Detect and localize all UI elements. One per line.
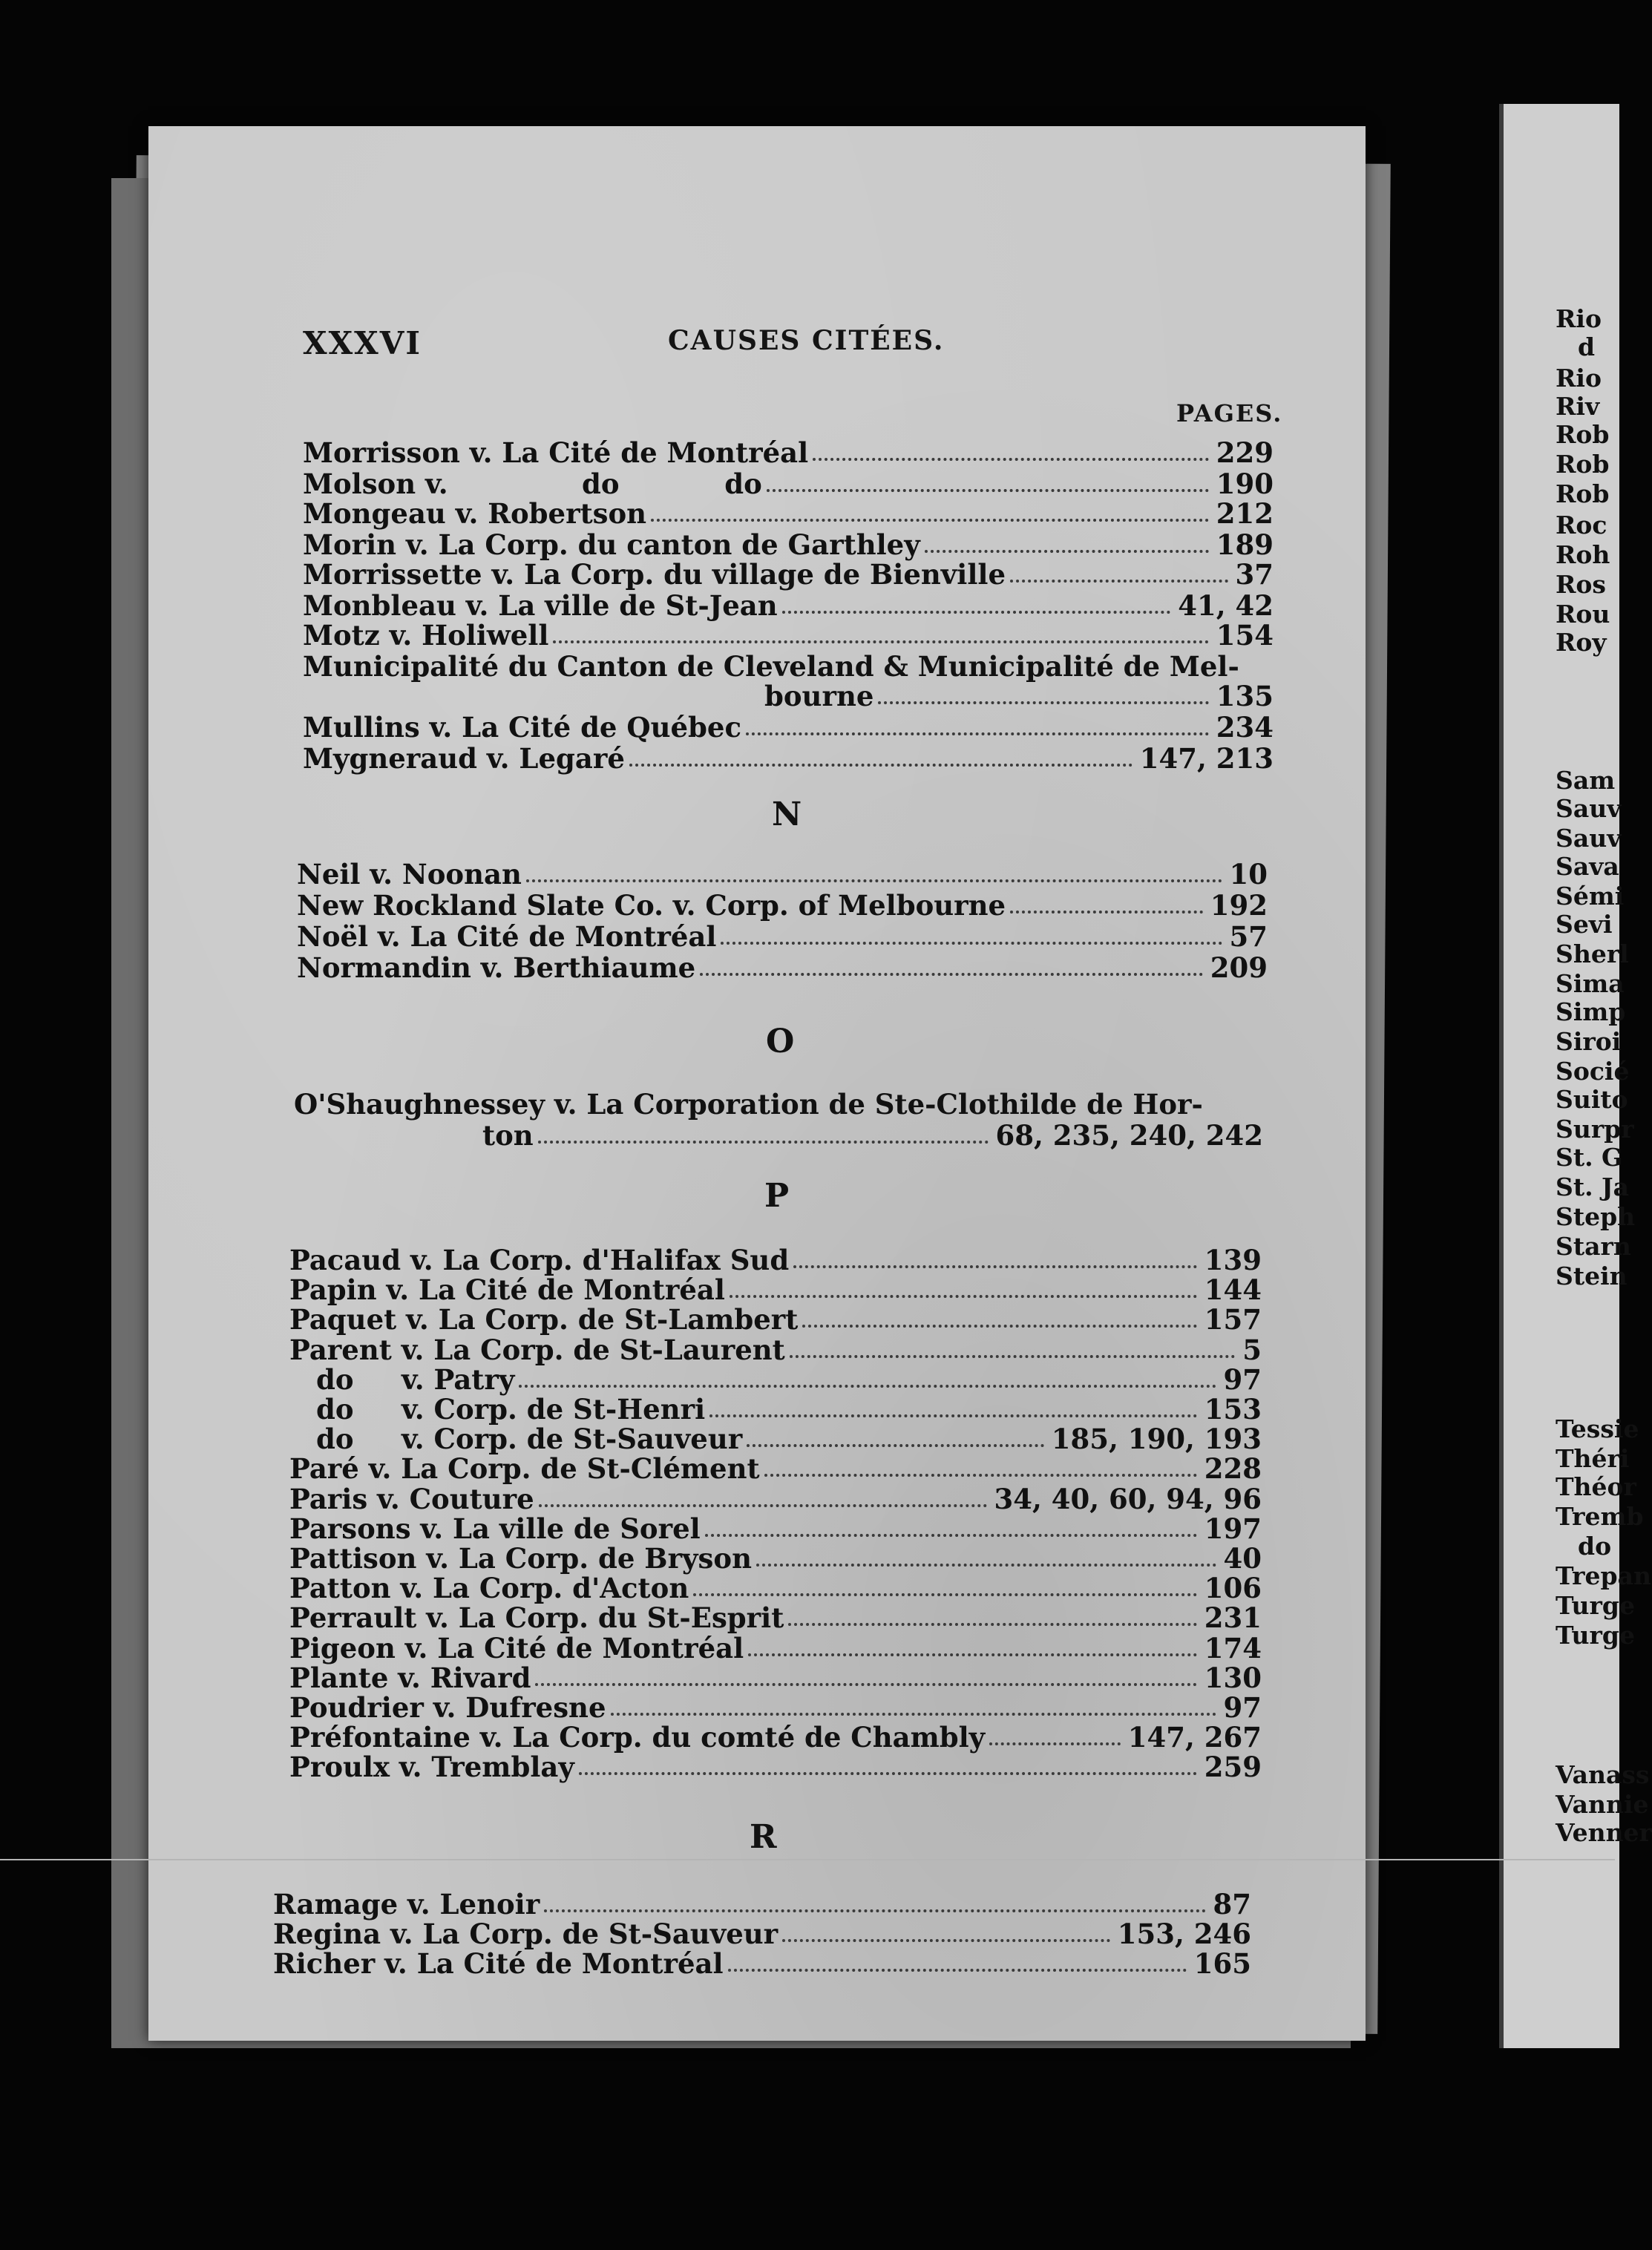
page-reference: 144 [1204,1273,1262,1307]
dot-leader [730,1288,1197,1298]
page-reference: 40 [1223,1542,1262,1575]
page-reference: 153, 246 [1117,1918,1251,1950]
facing-page-fragment: Rob [1556,420,1610,449]
facing-page-fragment: Suito [1556,1085,1628,1114]
page-reference: 157 [1204,1303,1262,1336]
page-reference: 10 [1229,858,1268,891]
facing-page [1499,104,1652,2048]
facing-page-fragment: Sevi [1556,910,1613,939]
facing-page-fragment: Ros [1556,570,1607,599]
page-title: CAUSES CITÉES. [668,325,945,356]
dot-leader [544,1902,1205,1912]
cause-name: Proulx v. Tremblay [289,1751,574,1784]
cause-name: Morin v. La Corp. du canton de Garthley [303,528,920,561]
dot-leader [721,934,1222,945]
cause-entry [482,1121,1263,1150]
cause-name: Patton v. La Corp. d'Acton [289,1572,689,1605]
page-reference: 153 [1204,1393,1262,1426]
dot-leader [813,450,1209,461]
cause-entry [316,1394,1262,1424]
facing-page-fragment: do [1578,1532,1612,1561]
page-reference: 212 [1216,497,1274,530]
facing-page-fragment: Riv [1556,392,1600,421]
facing-page-fragment: Steph [1556,1202,1636,1231]
facing-page-fragment: Théor [1556,1472,1636,1501]
facing-page-fragment: Sauv [1556,794,1622,823]
facing-page-fragment: Tremb [1556,1502,1644,1531]
cause-name: Plante v. Rivard [289,1661,531,1694]
cause-name: ton [482,1119,534,1152]
facing-page-fragment: Sam [1556,766,1616,795]
facing-page-fragment: Roy [1556,628,1607,657]
cause-entry [273,1949,1251,1978]
facing-page-fragment: Starn [1556,1232,1631,1261]
cause-name: Paris v. Couture [289,1482,534,1515]
facing-page-fragment: Roc [1556,511,1607,539]
facing-page-fragment: Tessie [1556,1414,1639,1443]
page-reference: 259 [1204,1751,1262,1784]
cause-entry [303,744,1274,773]
cause-name: Monbleau v. La ville de St-Jean [303,589,778,622]
section-letter: N [772,796,802,833]
cause-entry [273,1919,1251,1949]
cause-name: Préfontaine v. La Corp. du comté de Chambly [289,1721,986,1754]
cause-entry [289,1693,1262,1722]
cause-name: Mongeau v. Robertson [303,497,647,530]
cause-name: Poudrier v. Dufresne [289,1691,606,1724]
cause-name-line: O'Shaughnessey v. La Corporation de Ste-Clothilde de Hor- [294,1088,1203,1121]
cause-name: bourne [764,680,874,712]
cause-name: do v. Corp. de St-Sauveur [316,1423,743,1456]
facing-page-fragment: Socié [1556,1057,1630,1086]
facing-page-fragment: Surpr [1556,1115,1634,1144]
cause-name: Noël v. La Cité de Montréal [297,920,717,953]
page-folio: XXXVI [303,325,422,361]
dot-leader [535,1676,1196,1686]
cause-name: Morrisson v. La Cité de Montréal [303,436,809,469]
page-reference: 190 [1216,468,1274,500]
cause-entry [303,438,1274,468]
cause-entry [289,1245,1262,1275]
dot-leader [705,1526,1197,1537]
cause-name: Molson v. do do [303,468,762,500]
facing-page-fragment: Rob [1556,450,1610,479]
cause-name: Parsons v. La ville de Sorel [289,1512,701,1545]
cause-name: Neil v. Noonan [297,858,522,891]
page-reference: 57 [1229,920,1268,953]
cause-entry [303,499,1274,528]
cause-entry [303,620,1274,650]
facing-page-fragment: St. G [1556,1143,1623,1172]
section-letter: R [750,1818,777,1856]
page-reference: 106 [1204,1572,1262,1605]
page-reference: 68, 235, 240, 242 [995,1119,1263,1152]
cause-entry [273,1889,1251,1919]
page-reference: 5 [1242,1333,1262,1366]
page-reference: 147, 213 [1139,742,1274,775]
facing-page-fragment: Turge [1556,1591,1635,1620]
section-letter: P [764,1177,790,1215]
cause-entry [289,1305,1262,1334]
facing-page-fragment: Turge [1556,1621,1635,1650]
dot-leader [767,482,1209,492]
facing-page-fragment: Stein [1556,1262,1628,1290]
dot-leader [629,756,1133,767]
dot-leader [793,1258,1197,1268]
cause-entry [764,681,1274,711]
facing-page-fragment: Rio [1556,304,1602,333]
dot-leader [788,1616,1196,1626]
page-reference: 174 [1204,1631,1262,1664]
cause-entry [297,922,1268,951]
cause-name: Normandin v. Berthiaume [297,951,696,984]
dot-leader [579,1765,1197,1775]
cause-name: Richer v. La Cité de Montréal [273,1947,724,1980]
dot-leader [709,1407,1197,1417]
page-reference: 197 [1204,1512,1262,1545]
dot-leader [728,1961,1187,1972]
facing-page-fragment: Venner [1556,1818,1652,1847]
dot-leader [790,1348,1235,1358]
dot-leader [539,1497,987,1507]
cause-entry [303,469,1274,499]
page-reference: 209 [1210,951,1268,984]
dot-leader [519,1377,1216,1388]
facing-page-fragment: Sima [1556,969,1625,998]
page-reference: 234 [1216,711,1274,744]
cause-entry [289,1722,1262,1752]
cause-name: Morrissette v. La Corp. du village de Bienville [303,558,1006,591]
cause-entry [289,1633,1262,1663]
page-reference: 97 [1223,1691,1262,1724]
cause-entry [289,1573,1262,1603]
facing-page-fragment: Siroi [1556,1027,1622,1056]
facing-page-fragment: Rob [1556,479,1610,508]
page-reference: 135 [1216,680,1274,712]
cause-name: do v. Patry [316,1362,515,1396]
cause-name: Paré v. La Corp. de St-Clément [289,1452,760,1486]
page-reference: 147, 267 [1127,1721,1262,1754]
cause-name: Papin v. La Cité de Montréal [289,1273,725,1307]
cause-entry [289,1663,1262,1693]
dot-leader [748,1646,1197,1656]
facing-page-fragment: Rou [1556,600,1610,629]
page-reference: 192 [1210,889,1268,922]
facing-page-fragment: Simp [1556,997,1626,1026]
cause-name: Pacaud v. La Corp. d'Halifax Sud [289,1244,790,1276]
facing-page-fragment: Sherl [1556,939,1629,968]
dot-leader [553,633,1208,643]
facing-page-fragment: Sauv [1556,824,1622,853]
cause-entry [289,1275,1262,1305]
page-reference: 34, 40, 60, 94, 96 [994,1482,1262,1515]
dot-leader [802,1317,1196,1328]
dot-leader [693,1586,1197,1596]
page-reference: 154 [1216,619,1274,652]
cause-entry [289,1335,1262,1365]
cause-entry [297,859,1268,889]
dot-leader [700,965,1203,976]
facing-page-fragment: Théri [1556,1444,1630,1473]
cause-name: Paquet v. La Corp. de St-Lambert [289,1303,799,1336]
cause-entry [303,591,1274,620]
facing-page-fragment: Sava [1556,852,1619,881]
cause-entry [303,560,1274,589]
cause-name: Mygneraud v. Legaré [303,742,625,775]
page-reference: 97 [1223,1362,1262,1396]
cause-name: Regina v. La Corp. de St-Sauveur [273,1918,779,1950]
page-reference: 229 [1216,436,1274,469]
cause-entry [297,891,1268,920]
page-reference: 130 [1204,1661,1262,1694]
cause-name: Pattison v. La Corp. de Bryson [289,1542,752,1575]
cause-entry [297,953,1268,983]
dot-leader [746,725,1209,735]
dot-leader [764,1466,1197,1477]
page-reference: 41, 42 [1178,589,1274,622]
cause-name: Pigeon v. La Cité de Montréal [289,1631,744,1664]
cause-entry [289,1752,1262,1782]
cause-name: Ramage v. Lenoir [273,1888,540,1921]
dot-leader [611,1705,1216,1716]
cause-entry [289,1484,1262,1514]
dot-leader [747,1437,1044,1447]
cause-entry [289,1452,1262,1486]
page-reference: 87 [1213,1888,1251,1921]
facing-page-fragment: St. Ja [1556,1172,1630,1201]
facing-page-fragment: Sémi [1556,882,1625,911]
cause-name: Mullins v. La Cité de Québec [303,711,741,744]
page-reference: 185, 190, 193 [1051,1423,1262,1456]
pages-column-label: PAGES. [1176,399,1283,427]
page-reference: 189 [1216,528,1274,561]
page-reference: 231 [1204,1601,1262,1635]
cause-name: Motz v. Holiwell [303,619,549,652]
facing-page-fragment: Vannie [1556,1790,1649,1819]
facing-page-fragment: Vanass [1556,1760,1650,1789]
dot-leader [651,511,1209,522]
dot-leader [1010,903,1203,914]
cause-entry [289,1603,1262,1633]
dot-leader [1010,572,1227,583]
page-reference: 139 [1204,1244,1262,1276]
cause-name: do v. Corp. de St-Henri [316,1393,706,1426]
dot-leader [782,1932,1110,1942]
scan-line [0,1859,1615,1860]
cause-name: Perrault v. La Corp. du St-Esprit [289,1601,784,1635]
cause-name: Parent v. La Corp. de St-Laurent [289,1333,785,1366]
dot-leader [925,542,1209,553]
cause-name-line: Municipalité du Canton de Cleveland & Municipalité de Mel- [303,650,1239,683]
dot-leader [782,603,1171,614]
cause-name: New Rockland Slate Co. v. Corp. of Melbourne [297,889,1006,922]
cause-entry [289,1544,1262,1573]
facing-page-fragment: Rio [1556,364,1602,393]
cause-entry [303,530,1274,560]
cause-entry [289,1514,1262,1544]
facing-page-fragment: Trepan [1556,1561,1651,1590]
section-letter: O [766,1023,795,1060]
page-reference: 37 [1235,558,1274,591]
dot-leader [526,872,1222,882]
dot-leader [538,1133,989,1144]
dot-leader [756,1556,1216,1567]
cause-entry [303,712,1274,742]
dot-leader [989,1735,1121,1745]
facing-page-fragment: Roh [1556,540,1610,569]
page-reference: 165 [1193,1947,1251,1980]
cause-entry [316,1424,1262,1454]
page-reference: 228 [1204,1452,1262,1486]
facing-page-fragment: d [1578,332,1596,361]
cause-entry [316,1362,1262,1396]
dot-leader [878,694,1208,704]
